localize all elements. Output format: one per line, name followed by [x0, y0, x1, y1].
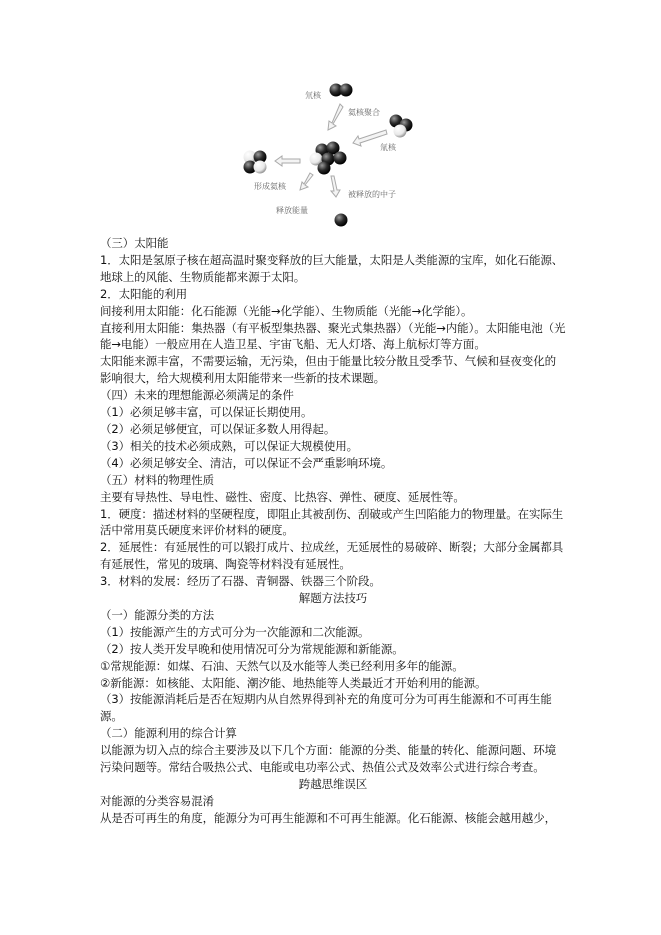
- label-neutron: 被释放的中子: [348, 190, 396, 199]
- paragraph: 2．延展性：有延展性的可以锻打成片、拉成丝，无延展性的易破碎、断裂；大部分金属都具有延展性，常见的玻璃、陶瓷等材料没有延展性。: [100, 540, 564, 572]
- deuterium-nucleus: [330, 84, 353, 97]
- text-body: [100, 235, 566, 827]
- paragraph: 以能源为切入点的综合主要涉及以下几个方面：能源的分类、能量的转化、能源问题、环境污染问题等。常结合吸热公式、电能或电功率公式、热值公式及效率公式进行综合考查。: [100, 743, 556, 775]
- section-heading: （五）材料的物理性质: [100, 472, 214, 487]
- list-item: ①常规能源：如煤、石油、天然气以及水能等人类已经利用多年的能源。: [100, 658, 464, 673]
- centered-heading: 跨越思维误区: [298, 777, 368, 791]
- subheading: 2．太阳能的利用: [100, 286, 188, 301]
- paragraph: 间接利用太阳能：化石能源（光能→化学能）、生物质能（光能→化学能）。: [100, 303, 473, 318]
- section-heading: （一）能源分类的方法: [100, 607, 214, 622]
- nuclear-fusion-diagram: [230, 72, 440, 237]
- paragraph: 太阳能来源丰富，不需要运输，无污染，但由于能量比较分散且受季节、气候和昼夜变化的影响很大，给大规模利用太阳能带来一些新的技术课题。: [100, 354, 556, 386]
- paragraph: 主要有导热性、导电性、磁性、密度、比热容、弹性、硬度、延展性等。: [100, 489, 465, 504]
- paragraph: 从是否可再生的角度，能源分为可再生能源和不可再生能源。化石能源、核能会越用越少，: [100, 810, 556, 825]
- label-deuterium: 氘核: [305, 91, 321, 100]
- paragraph: 3．材料的发展：经历了石器、青铜器、铁器三个阶段。: [100, 574, 381, 589]
- label-helium: 形成氦核: [254, 182, 286, 191]
- section-heading: （四）未来的理想能源必须满足的条件: [100, 388, 294, 403]
- list-item: （2）按人类开发早晚和使用情况可分为常规能源和新能源。: [100, 641, 404, 656]
- label-tritium: 氚核: [380, 143, 396, 152]
- list-item: ②新能源：如核能、太阳能、潮汐能、地热能等人类最近才开始利用的能源。: [100, 675, 487, 690]
- label-fusion: 氦核聚合: [348, 108, 380, 117]
- list-item: （1）必须足够丰富，可以保证长期使用。: [100, 405, 313, 420]
- label-energy: 释放能量: [276, 206, 308, 215]
- section-heading: （二）能源利用的综合计算: [100, 726, 237, 741]
- paragraph: 1．硬度：描述材料的坚硬程度，即阻止其被刮伤、刮破或产生凹陷能力的物理量。在实际生活中常用莫氏硬度来评价材料的硬度。: [100, 506, 564, 538]
- neutron: [335, 214, 348, 227]
- list-item: （2）必须足够便宜，可以保证多数人用得起。: [100, 421, 336, 436]
- tritium-nucleus: [390, 115, 413, 138]
- fusion-cluster: [310, 142, 347, 175]
- section-heading: （三）太阳能: [100, 236, 169, 250]
- list-item: （3）按能源消耗后是否在短期内从自然界得到补充的角度可分为可再生能源和不可再生能源。: [100, 692, 552, 724]
- list-item: （4）必须足够安全、清洁，可以保证不会严重影响环境。: [100, 455, 393, 470]
- paragraph: 直接利用太阳能：集热器（有平板型集热器、聚光式集热器）（光能→内能）。太阳能电池（光能→电能）一般应用在人造卫星、宇宙飞船、无人灯塔、海上航标灯等方面。: [100, 320, 566, 352]
- helium-nucleus: [244, 151, 267, 174]
- list-item: （3）相关的技术必须成熟，可以保证大规模使用。: [100, 438, 359, 453]
- subheading: 对能源的分类容易混淆: [100, 793, 214, 808]
- centered-heading: 解题方法技巧: [298, 591, 368, 606]
- paragraph: 1．太阳是氢原子核在超高温时聚变释放的巨大能量，太阳是人类能源的宝库，如化石能源、地球上的风能、生物质能都来源于太阳。: [100, 252, 564, 284]
- list-item: （1）按能源产生的方式可分为一次能源和二次能源。: [100, 624, 370, 639]
